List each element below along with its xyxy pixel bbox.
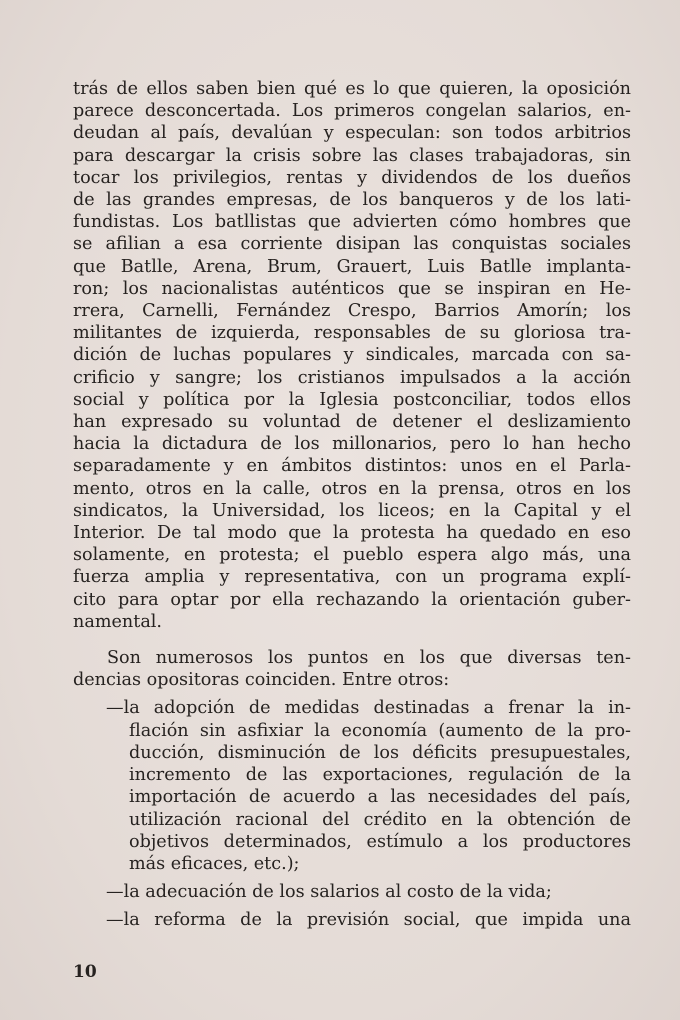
list-item-2 xyxy=(73,881,631,903)
text-line: separadamente y en ámbitos distintos: unos en el Parla- xyxy=(73,456,631,477)
text-line: objetivos determinados, estímulo a los productores xyxy=(129,831,631,852)
text-line: —la reforma de la previsión social, que impida una xyxy=(106,910,631,931)
text-line: tocar los privilegios, rentas y dividendos de los dueños xyxy=(73,167,631,188)
paragraph-2 xyxy=(73,647,631,691)
text-line: hacia la dictadura de los millonarios, pero lo han hecho xyxy=(73,434,631,455)
text-line: mento, otros en la calle, otros en la prensa, otros en los xyxy=(73,478,631,499)
text-line: utilización racional del crédito en la obtención de xyxy=(129,809,631,830)
text-line: que Batlle, Arena, Brum, Grauert, Luis Batlle implanta- xyxy=(73,256,631,277)
text-line: sindicatos, la Universidad, los liceos; en la Capital y el xyxy=(73,500,631,521)
text-line: Son numerosos los puntos en los que diversas ten- xyxy=(107,648,631,669)
page-number: 10 xyxy=(73,962,97,982)
text-line: —la adopción de medidas destinadas a frenar la in- xyxy=(106,698,631,719)
text-line: fundistas. Los batllistas que advierten cómo hombres que xyxy=(73,212,631,233)
text-line: trás de ellos saben bien qué es lo que quieren, la oposición xyxy=(73,79,631,99)
paragraph-1 xyxy=(73,78,631,633)
text-line: dición de luchas populares y sindicales, marcada con sa- xyxy=(73,345,631,366)
text-line: más eficaces, etc.); xyxy=(129,853,300,874)
text-line: fuerza amplia y representativa, con un programa explí- xyxy=(73,567,631,588)
text-line: ron; los nacionalistas auténticos que se inspiran en He- xyxy=(73,278,631,299)
text-line: importación de acuerdo a las necesidades del país, xyxy=(129,787,631,808)
text-line: rrera, Carnelli, Fernández Crespo, Barrios Amorín; los xyxy=(73,301,631,322)
text-line: deudan al país, devalúan y especulan: son todos arbitrios xyxy=(73,123,631,144)
text-line: namental. xyxy=(73,611,163,632)
text-line: para descargar la crisis sobre las clases trabajadoras, sin xyxy=(73,145,631,166)
text-line: se afilian a esa corriente disipan las conquistas sociales xyxy=(73,234,631,255)
text-line: Interior. De tal modo que la protesta ha quedado en eso xyxy=(73,523,631,544)
list-item-3 xyxy=(73,909,631,931)
text-line: dencias opositoras coinciden. Entre otros: xyxy=(73,670,450,691)
text-line: social y política por la Iglesia postconciliar, todos ellos xyxy=(73,389,631,410)
text-line: —la adecuación de los salarios al costo de la vida; xyxy=(106,882,552,903)
text-line: de las grandes empresas, de los banqueros y de los lati- xyxy=(73,190,631,211)
text-line: cito para optar por ella rechazando la orientación guber- xyxy=(73,589,631,610)
text-line: han expresado su voluntad de detener el deslizamiento xyxy=(73,412,631,433)
text-line: parece desconcertada. Los primeros congelan salarios, en- xyxy=(73,101,631,122)
text-line: crificio y sangre; los cristianos impulsados a la acción xyxy=(73,367,631,388)
text-line: ducción, disminución de los déficits presupuestales, xyxy=(129,742,631,763)
list-item-1 xyxy=(73,697,631,875)
text-line: militantes de izquierda, responsables de su gloriosa tra- xyxy=(73,323,631,344)
page-body-text xyxy=(73,78,631,932)
text-line: flación sin asfixiar la economía (aumento de la pro- xyxy=(129,720,631,741)
text-line: incremento de las exportaciones, regulación de la xyxy=(129,765,631,786)
text-line: solamente, en protesta; el pueblo espera algo más, una xyxy=(73,545,631,566)
